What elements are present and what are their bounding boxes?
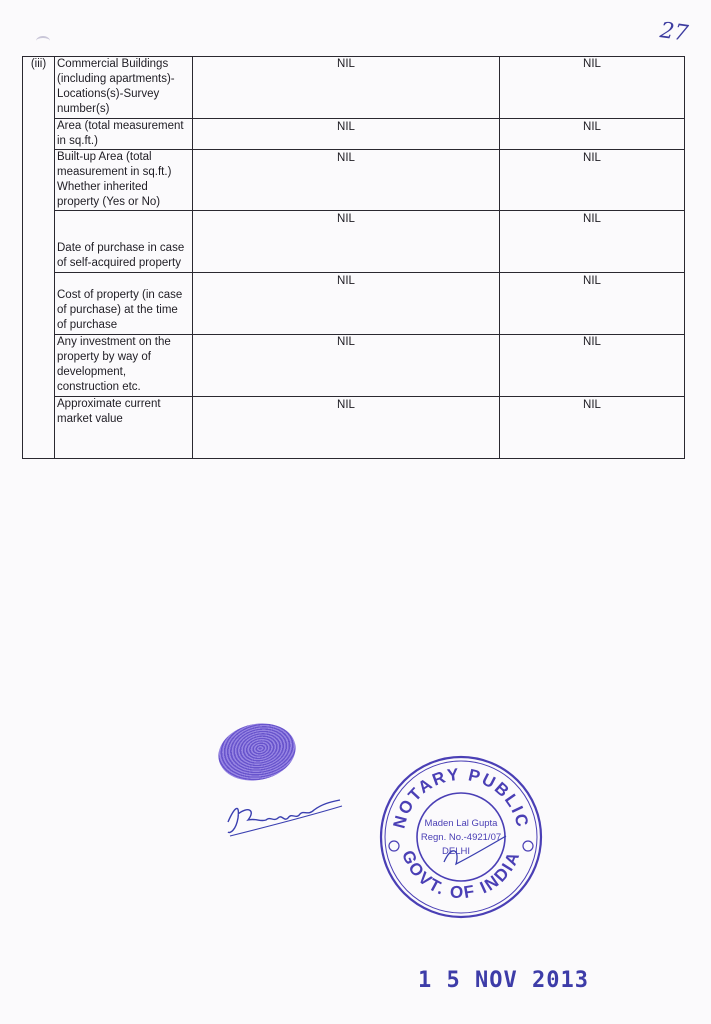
notary-stamp — [378, 754, 544, 920]
signature — [222, 792, 352, 842]
stamp-top-text: NOTARY PUBLIC — [389, 764, 533, 831]
row-value-1: NIL — [193, 335, 500, 397]
stamp-regn: Regn. No.-4921/07 — [420, 832, 502, 843]
row-value-2: NIL — [500, 150, 685, 211]
page-number: 27 — [658, 18, 690, 47]
table-row — [23, 273, 685, 335]
corner-mark — [36, 36, 50, 46]
row-value-2: NIL — [500, 119, 685, 150]
row-label: Commercial Buildings (including apartments)-Locations(s)-Survey number(s) — [55, 57, 193, 119]
table-row — [23, 57, 685, 119]
row-value-2: NIL — [500, 57, 685, 119]
thumbprint — [213, 717, 301, 788]
row-label: Area (total measurement in sq.ft.) — [55, 119, 193, 150]
table-row — [23, 211, 685, 273]
row-value-1: NIL — [193, 150, 500, 211]
row-label: Any investment on the property by way of development, construction etc. — [55, 335, 193, 397]
table-row — [23, 397, 685, 459]
row-value-1: NIL — [193, 211, 500, 273]
date-stamp: 1 5 NOV 2013 — [418, 968, 589, 993]
row-value-1: NIL — [193, 57, 500, 119]
table-row — [23, 335, 685, 397]
property-table — [22, 56, 685, 459]
table-row — [23, 119, 685, 150]
stamp-name: Maden Lal Gupta — [424, 818, 498, 829]
row-label: Approximate current market value — [55, 397, 193, 459]
table-row — [23, 150, 685, 211]
row-value-2: NIL — [500, 397, 685, 459]
row-label: Built-up Area (total measurement in sq.ft.) Whether inherited property (Yes or No) — [55, 150, 193, 211]
row-label: Cost of property (in case of purchase) at the time of purchase — [55, 273, 193, 335]
row-value-2: NIL — [500, 335, 685, 397]
row-value-1: NIL — [193, 119, 500, 150]
row-value-1: NIL — [193, 273, 500, 335]
stamp-city: DELHI — [442, 846, 470, 857]
row-label: Date of purchase in case of self-acquired property — [55, 211, 193, 273]
serial-cell: (iii) — [23, 57, 55, 459]
row-value-2: NIL — [500, 211, 685, 273]
row-value-2: NIL — [500, 273, 685, 335]
row-value-1: NIL — [193, 397, 500, 459]
stamp-bottom-text: GOVT. OF INDIA — [398, 847, 524, 903]
